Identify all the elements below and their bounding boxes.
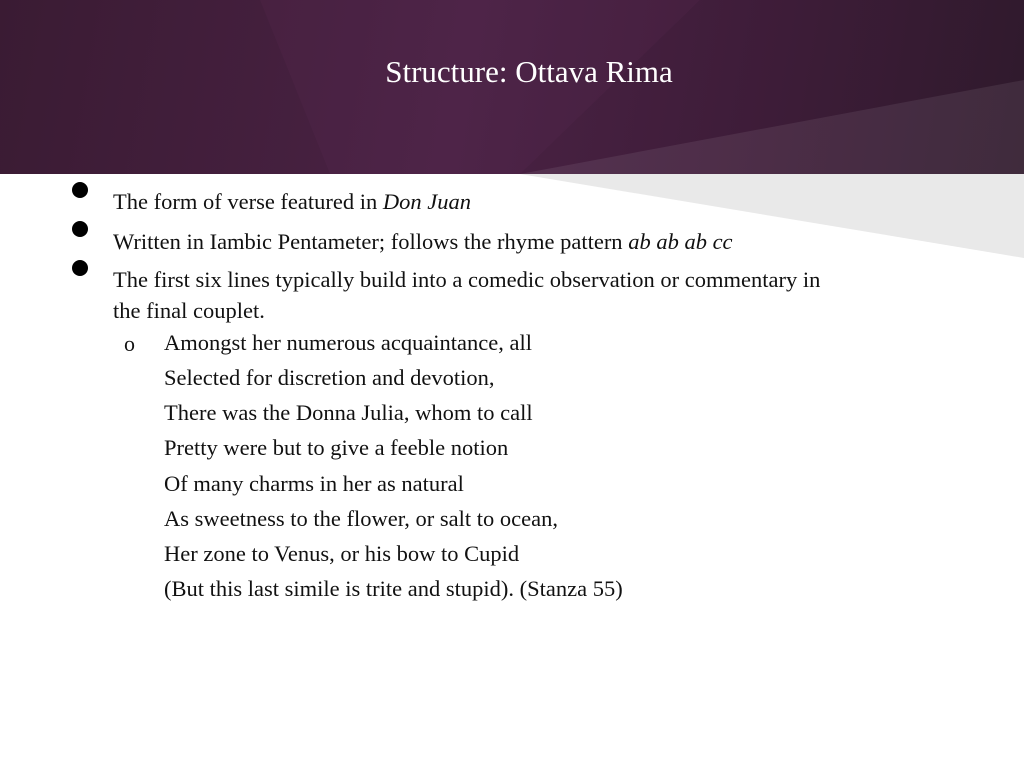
bullet-dot [72, 221, 88, 237]
bullet-text: The first six lines typically build into a comedic observation or commentary in the final couplet. [113, 267, 821, 323]
bullet-emphasis: ab ab ab cc [628, 229, 733, 254]
poem-line: Selected for discretion and devotion, [164, 365, 495, 390]
poem-line: Of many charms in her as natural [164, 471, 464, 496]
sub-bullet-marker: o [124, 331, 135, 356]
poem-line: Pretty were but to give a feeble notion [164, 435, 509, 460]
bullet-emphasis: Don Juan [382, 189, 472, 214]
slide-title: Structure: Ottava Rima [385, 54, 673, 89]
poem-line: As sweetness to the flower, or salt to ocean, [164, 506, 558, 531]
bullet-text: Written in Iambic Pentameter; follows the rhyme pattern [113, 229, 629, 254]
bullet-item-1 [113, 186, 913, 217]
bullet-text: The form of verse featured in [113, 189, 383, 214]
poem-line: (But this last simile is trite and stupid). (Stanza 55) [164, 576, 623, 601]
bullet-dot [72, 182, 88, 198]
poem-line: Amongst her numerous acquaintance, all [164, 330, 533, 355]
bullet-item-2 [113, 226, 913, 257]
poem-line: Her zone to Venus, or his bow to Cupid [164, 541, 520, 566]
bullet-item-3 [113, 264, 833, 326]
poem-line: There was the Donna Julia, whom to call [164, 400, 533, 425]
bullet-dot [72, 260, 88, 276]
